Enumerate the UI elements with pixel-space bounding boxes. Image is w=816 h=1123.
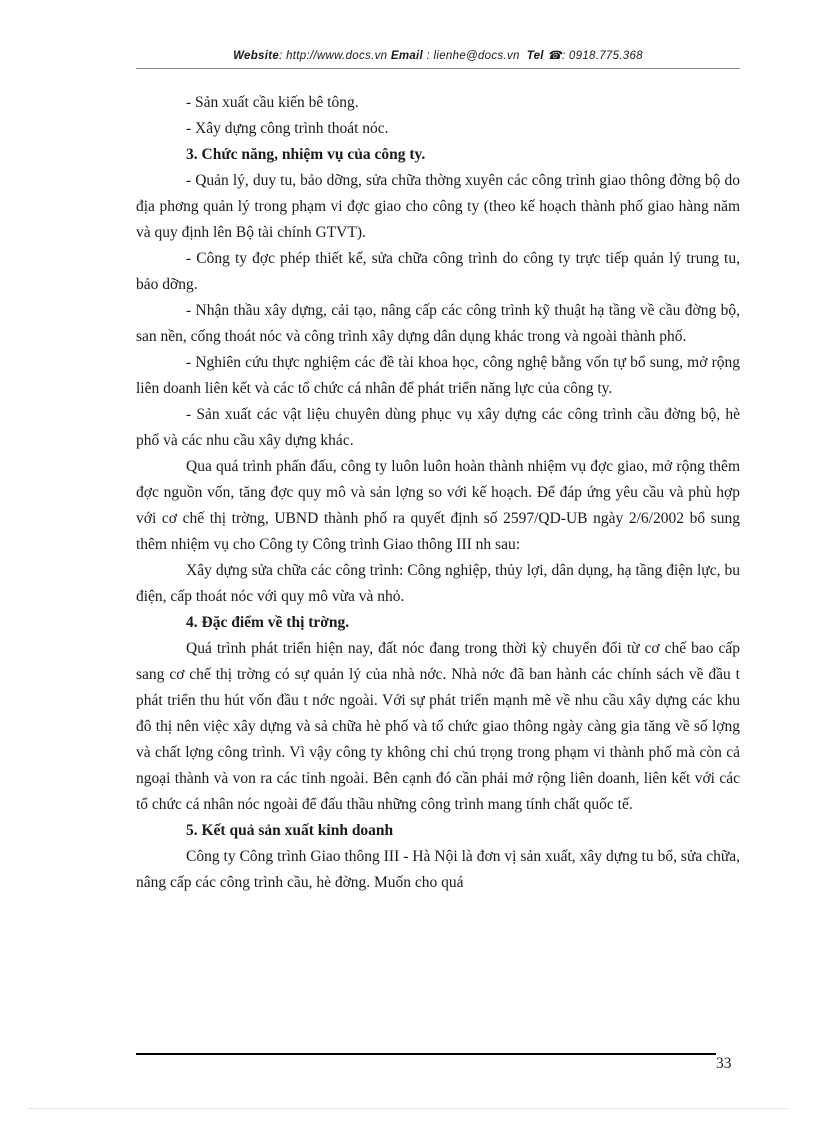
paragraph: - Xây dựng công trình thoát nóc. [186,120,389,137]
page-bottom-border [28,1108,788,1109]
paragraph: - Sản xuất cầu kiến bê tông. [186,94,359,111]
paragraph: Qua quá trình phấn đấu, công ty luôn luôn hoàn thành nhiệm vụ đợc giao, mở rộng thêm đợc nguồn vốn, tăng đợc quy mô và sản lợng so với kế hoạch. Để đáp ứng yêu cầu và phù hợp với cơ chế thị trờng, UBND thành phố ra quyết định số 2597/QD-UB ngày 2/6/2002 bổ sung thêm nhiệm vụ cho Công ty Công trình Giao thông III nh sau: [136,458,740,553]
paragraph: - Công ty đợc phép thiết kế, sửa chữa công trình do công ty trực tiếp quản lý trung tu, bảo dỡng. [136,250,740,293]
website-label: Website [233,50,280,62]
document-body [136,90,740,896]
paragraph: - Nhận thầu xây dựng, cải tạo, nâng cấp các công trình kỹ thuật hạ tầng về cầu đờng bộ, san nền, cống thoát nóc và công trình xây dựng dân dụng khác trong và ngoài thành phố. [136,302,740,345]
section-heading-5: 5. Kết quả sản xuất kinh doanh [186,822,394,839]
email-value: : lienhe@docs.vn [423,50,520,62]
section-heading-4: 4. Đặc điểm về thị trờng. [186,614,350,631]
paragraph: - Quản lý, duy tu, bảo dỡng, sửa chữa thờng xuyên các công trình giao thông đờng bộ do địa phơng quản lý trong phạm vi đợc giao cho công ty (theo kế hoạch thành phố giao hàng năm và quy định lên Bộ tài chính GTVT). [136,172,740,241]
tel-label: Tel [526,50,544,62]
footer-rule [136,1053,716,1055]
tel-value: : 0918.775.368 [561,50,643,62]
paragraph: Xây dựng sửa chữa các công trình: Công nghiệp, thủy lợi, dân dụng, hạ tầng điện lực, bu điện, cấp thoát nóc với quy mô vừa và nhỏ. [136,562,740,605]
website-value: : http://www.docs.vn [279,50,388,62]
paragraph: Quá trình phát triển hiện nay, đất nóc đang trong thời kỳ chuyển đổi từ cơ chế bao cấp sang cơ chế thị trờng có sự quản lý của nhà nớc. Nhà nớc đã ban hành các chính sách về đầu t phát triển thu hút vốn đầu t nớc ngoài. Với sự phát triển mạnh mẽ về nhu cầu xây dựng các khu đô thị nên việc xây dựng và sả chữa hè phố và tổ chức giao thông ngày càng gia tăng về số lợng và chất lợng công trình. Vì vậy công ty không chỉ chú trọng trong phạm vi thành phố mà còn cả ngoại thành và von ra các tỉnh ngoài. Bên cạnh đó cần phải mở rộng liên doanh, liên kết với các tổ chức cá nhân nóc ngoài để đấu thầu những công trình mang tính chất quốc tế. [136,640,740,813]
paragraph: - Sản xuất các vật liệu chuyên dùng phục vụ xây dựng các công trình cầu đờng bộ, hè phố và các nhu cầu xây dựng khác. [136,406,740,449]
page-header [136,48,740,62]
phone-icon: ☎ [547,50,562,62]
email-label: Email [390,50,424,62]
page-number: 33 [716,1055,732,1072]
paragraph: Công ty Công trình Giao thông III - Hà Nội là đơn vị sản xuất, xây dựng tu bổ, sửa chữa, nâng cấp các công trình cầu, hè đờng. Muốn cho quá [136,848,740,891]
header-rule [136,68,740,69]
section-heading-3: 3. Chức năng, nhiệm vụ của công ty. [186,146,426,163]
paragraph: - Nghiên cứu thực nghiệm các đề tài khoa học, công nghệ bằng vốn tự bổ sung, mở rộng liên doanh liên kết và các tổ chức cá nhân để phát triển năng lực của công ty. [136,354,740,397]
